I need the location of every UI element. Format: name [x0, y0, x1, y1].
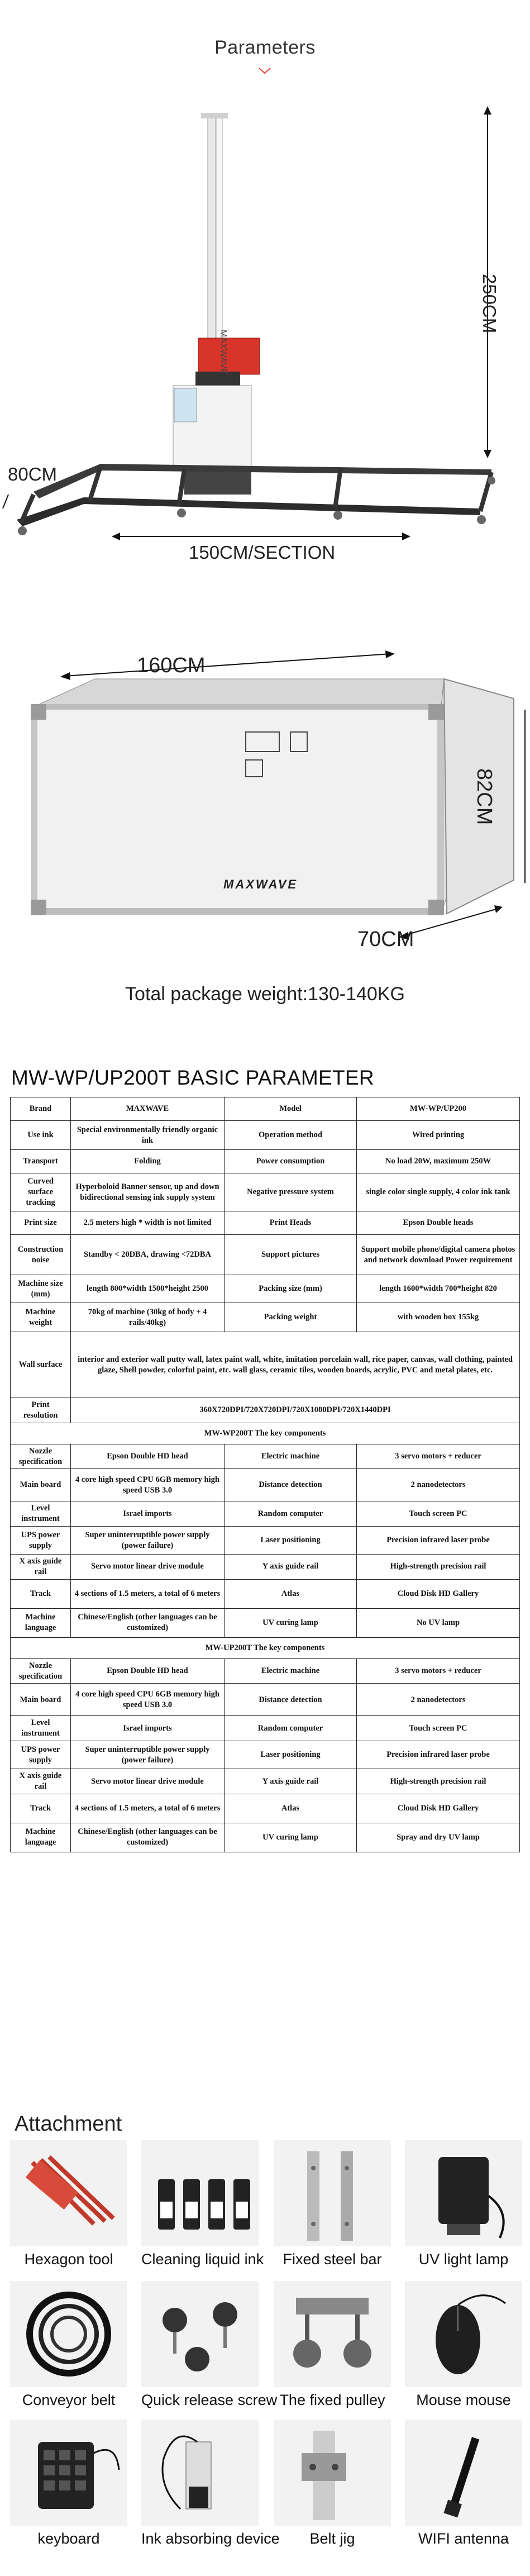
param-label-cell: Model: [225, 1097, 357, 1121]
steel-bar-icon: [274, 2140, 391, 2246]
param-label-cell: Print resolution: [11, 1398, 71, 1423]
param-label-cell: Power consumption: [225, 1150, 357, 1173]
parameter-table-title: MW-WP/UP200T BASIC PARAMETER: [11, 1066, 374, 1089]
param-value-cell: Servo motor linear drive module: [71, 1769, 225, 1794]
table-row: [11, 1444, 520, 1469]
param-value-cell: 2.5 meters high * width is not limited: [71, 1211, 225, 1235]
total-package-weight: Total package weight:130-140KG: [125, 983, 405, 1005]
packing-box-drawing: [0, 570, 530, 1034]
param-label-cell: UPS power supply: [11, 1527, 71, 1555]
width-dimension-label: 150CM/SECTION: [189, 542, 336, 563]
param-label-cell: Machine language: [11, 1823, 71, 1852]
section-heading: MW-WP200T The key components: [11, 1423, 520, 1444]
param-label-cell: Negative pressure system: [225, 1173, 357, 1211]
table-row: [11, 1527, 520, 1555]
box-logo: MAXWAVE: [223, 877, 298, 891]
param-value-cell: High-strength precision rail: [357, 1555, 520, 1580]
section-heading-row: [11, 1637, 520, 1658]
attachment-caption: Conveyor belt: [22, 2392, 116, 2408]
param-label-cell: Use ink: [11, 1121, 71, 1150]
param-value-cell: Epson Double heads: [357, 1211, 520, 1235]
param-value-cell: length 1600*width 700*height 820: [357, 1275, 520, 1303]
param-label-cell: Level instrument: [11, 1716, 71, 1741]
attachment-caption: WIFI antenna: [418, 2530, 509, 2547]
param-value-cell: Folding: [71, 1150, 225, 1173]
table-row: [11, 1608, 520, 1637]
table-row: [11, 1121, 520, 1150]
ink-bottles-icon: [141, 2140, 259, 2246]
wall-surface-row: [11, 1332, 520, 1398]
section-heading-row: [11, 1423, 520, 1444]
table-row: [11, 1741, 520, 1769]
table-row: [11, 1823, 520, 1852]
param-value-cell: 4 sections of 1.5 meters, a total of 6 meters: [71, 1794, 225, 1823]
depth-dimension-label: 80CM: [8, 464, 58, 484]
attachment-item: [10, 2281, 127, 2409]
param-value-cell: Epson Double HD head: [71, 1658, 225, 1684]
param-label-cell: Level instrument: [11, 1501, 71, 1527]
param-value-cell: 3 servo motors + reducer: [357, 1444, 520, 1469]
mouse-icon: [405, 2281, 522, 2387]
param-value-cell: with wooden box 155kg: [357, 1303, 520, 1332]
param-value-cell: No load 20W, maximum 250W: [357, 1150, 520, 1173]
param-label-cell: X axis guide rail: [11, 1555, 71, 1580]
param-value-cell: MW-WP/UP200: [357, 1097, 520, 1121]
param-label-cell: Transport: [11, 1150, 71, 1173]
param-label-cell: Main board: [11, 1469, 71, 1501]
table-row: [11, 1173, 520, 1211]
attachment-item: [141, 2281, 278, 2409]
attachment-caption: Cleaning liquid ink: [141, 2251, 264, 2268]
table-row: [11, 1469, 520, 1501]
attachment-item: [141, 2140, 264, 2268]
param-value-cell: 3 servo motors + reducer: [357, 1658, 520, 1684]
param-value-cell: Chinese/English (other languages can be customized): [71, 1823, 225, 1852]
param-value-cell: Super uninterruptible power supply (power failure): [71, 1527, 225, 1555]
hexagon-tool-icon: [10, 2140, 127, 2246]
pulley-icon: [274, 2281, 391, 2387]
table-row: [11, 1275, 520, 1303]
param-label-cell: Y axis guide rail: [225, 1555, 357, 1580]
param-value-cell: MAXWAVE: [71, 1097, 225, 1121]
conveyor-belt-icon: [10, 2281, 127, 2387]
attachment-item: [141, 2420, 280, 2548]
param-value-cell: Cloud Disk HD Gallery: [357, 1579, 520, 1608]
param-label-cell: X axis guide rail: [11, 1769, 71, 1794]
attachment-caption: keyboard: [37, 2530, 100, 2547]
param-value-cell: Epson Double HD head: [71, 1444, 225, 1469]
attachment-item: [405, 2420, 522, 2548]
param-label-cell: Atlas: [225, 1794, 357, 1823]
param-value-cell: Touch screen PC: [357, 1716, 520, 1741]
attachment-item: [405, 2281, 522, 2409]
parameter-table: [10, 1097, 520, 1852]
param-label-cell: Track: [11, 1794, 71, 1823]
table-row: [11, 1235, 520, 1275]
param-label-cell: Track: [11, 1579, 71, 1608]
param-value-cell: 4 sections of 1.5 meters, a total of 6 meters: [71, 1579, 225, 1608]
attachment-item: [274, 2140, 391, 2268]
param-label-cell: Packing weight: [225, 1303, 357, 1332]
param-value-cell: Precision infrared laser probe: [357, 1527, 520, 1555]
attachment-item: [10, 2140, 127, 2268]
screws-icon: [141, 2281, 259, 2387]
param-value-cell: Cloud Disk HD Gallery: [357, 1794, 520, 1823]
param-label-cell: Machine size (mm): [11, 1275, 71, 1303]
param-label-cell: Brand: [11, 1097, 71, 1121]
param-value-cell: Special environmentally friendly organic ink: [71, 1121, 225, 1150]
attachment-caption: Mouse mouse: [416, 2392, 511, 2408]
parameters-header: [0, 0, 530, 84]
param-label-cell: Print size: [11, 1211, 71, 1235]
wall-printer-illustration: [0, 84, 530, 564]
attachment-item: [274, 2420, 391, 2548]
param-label-cell: Nozzle specification: [11, 1658, 71, 1684]
param-label-cell: Packing size (mm): [225, 1275, 357, 1303]
attachment-caption: Belt jig: [309, 2530, 355, 2547]
attachment-item: [274, 2281, 391, 2409]
param-label-cell: Nozzle specification: [11, 1444, 71, 1469]
param-value-cell: 4 core high speed CPU 6GB memory high speed USB 3.0: [71, 1469, 225, 1501]
param-label-cell: Laser positioning: [225, 1527, 357, 1555]
table-row: [11, 1684, 520, 1716]
table-row: [11, 1303, 520, 1332]
param-label-cell: Curved surface tracking: [11, 1173, 71, 1211]
attachment-caption: Quick release screw: [141, 2392, 278, 2408]
param-value-cell: Super uninterruptible power supply (power failure): [71, 1741, 225, 1769]
table-row: [11, 1097, 520, 1121]
table-row: [11, 1769, 520, 1794]
param-label-cell: Distance detection: [225, 1684, 357, 1716]
height-dimension-label: 250CM: [479, 274, 500, 334]
param-label-cell: UPS power supply: [11, 1741, 71, 1769]
ink-absorber-icon: [141, 2420, 259, 2526]
param-value-cell: Israel imports: [71, 1716, 225, 1741]
attachment-caption: Ink absorbing device: [141, 2530, 280, 2547]
table-row: [11, 1555, 520, 1580]
param-value-cell: Support mobile phone/digital camera photos and network download Power requirement: [357, 1235, 520, 1275]
param-label-cell: Distance detection: [225, 1469, 357, 1501]
table-row: [11, 1211, 520, 1235]
table-row: [11, 1501, 520, 1527]
section-heading: MW-UP200T The key components: [11, 1637, 520, 1658]
attachment-title: Attachment: [15, 2112, 122, 2136]
param-value-cell: Hyperboloid Banner sensor, up and down bidirectional sensing ink supply system: [71, 1173, 225, 1211]
param-value-cell: Touch screen PC: [357, 1501, 520, 1527]
param-label-cell: Y axis guide rail: [225, 1769, 357, 1794]
attachment-caption: Fixed steel bar: [283, 2251, 382, 2268]
attachment-item: [405, 2140, 522, 2268]
param-label-cell: Random computer: [225, 1716, 357, 1741]
param-label-cell: Electric machine: [225, 1658, 357, 1684]
wifi-antenna-icon: [405, 2420, 522, 2526]
param-label-cell: Machine language: [11, 1608, 71, 1637]
param-label-cell: Laser positioning: [225, 1741, 357, 1769]
param-value-cell: High-strength precision rail: [357, 1769, 520, 1794]
param-value-cell: Wired printing: [357, 1121, 520, 1150]
box-width-label: 160CM: [137, 654, 206, 677]
attachment-caption: UV light lamp: [418, 2251, 509, 2268]
machine-brand-label: MAXWAVE: [218, 330, 228, 375]
param-value-cell: 2 nanodetectors: [357, 1469, 520, 1501]
belt-jig-icon: [274, 2420, 391, 2526]
param-label-cell: Machine weight: [11, 1303, 71, 1332]
param-value-cell: Servo motor linear drive module: [71, 1555, 225, 1580]
attachment-item: [10, 2420, 127, 2548]
wooden-box-illustration: [0, 570, 530, 972]
param-label-cell: Construction noise: [11, 1235, 71, 1275]
param-value-cell: 70kg of machine (30kg of body + 4 rails/40kg): [71, 1303, 225, 1332]
param-label-cell: Wall surface: [11, 1332, 71, 1398]
param-value-cell: Israel imports: [71, 1501, 225, 1527]
param-value-cell: single color single supply, 4 color ink tank: [357, 1173, 520, 1211]
print-resolution-row: [11, 1398, 520, 1423]
attachment-caption: The fixed pulley: [279, 2392, 385, 2408]
param-label-cell: Random computer: [225, 1501, 357, 1527]
param-label-cell: Atlas: [225, 1579, 357, 1608]
param-value-cell: Standby < 20DBA, drawing <72DBA: [71, 1235, 225, 1275]
page-title: Parameters: [214, 37, 316, 58]
param-label-cell: Support pictures: [225, 1235, 357, 1275]
table-row: [11, 1658, 520, 1684]
table-row: [11, 1579, 520, 1608]
param-value-cell: Chinese/English (other languages can be customized): [71, 1608, 225, 1637]
box-depth-label: 70CM: [357, 928, 414, 951]
param-label-cell: UV curing lamp: [225, 1608, 357, 1637]
param-value-cell: 2 nanodetectors: [357, 1684, 520, 1716]
table-row: [11, 1716, 520, 1741]
param-label-cell: Electric machine: [225, 1444, 357, 1469]
keyboard-icon: [10, 2420, 127, 2526]
box-height-label: 82CM: [472, 768, 496, 825]
param-label-cell: Main board: [11, 1684, 71, 1716]
param-value-cell: No UV lamp: [357, 1608, 520, 1637]
table-row: [11, 1794, 520, 1823]
param-label-cell: Operation method: [225, 1121, 357, 1150]
param-value-cell: 360X720DPI/720X720DPI/720X1080DPI/720X1440DPI: [71, 1398, 520, 1423]
attachment-caption: Hexagon tool: [24, 2251, 113, 2268]
uv-lamp-icon: [405, 2140, 522, 2246]
param-value-cell: Spray and dry UV lamp: [357, 1823, 520, 1852]
param-value-cell: length 800*width 1500*height 2500: [71, 1275, 225, 1303]
chevron-down-icon: [258, 67, 271, 75]
param-value-cell: 4 core high speed CPU 6GB memory high speed USB 3.0: [71, 1684, 225, 1716]
param-value-cell: Precision infrared laser probe: [357, 1741, 520, 1769]
param-label-cell: Print Heads: [225, 1211, 357, 1235]
table-row: [11, 1150, 520, 1173]
machine-dimension-drawing: [0, 84, 530, 564]
param-label-cell: UV curing lamp: [225, 1823, 357, 1852]
attachment-grid: [0, 2140, 530, 2576]
param-value-cell: interior and exterior wall putty wall, latex paint wall, white, imitation porcelain wall, rice paper, canvas, wall clothing, painted glaze, Shell powder, colorful paint, etc. wall glass, ceramic tiles, wooden boards, acrylic, PVC and metal plates, etc.: [71, 1332, 520, 1398]
